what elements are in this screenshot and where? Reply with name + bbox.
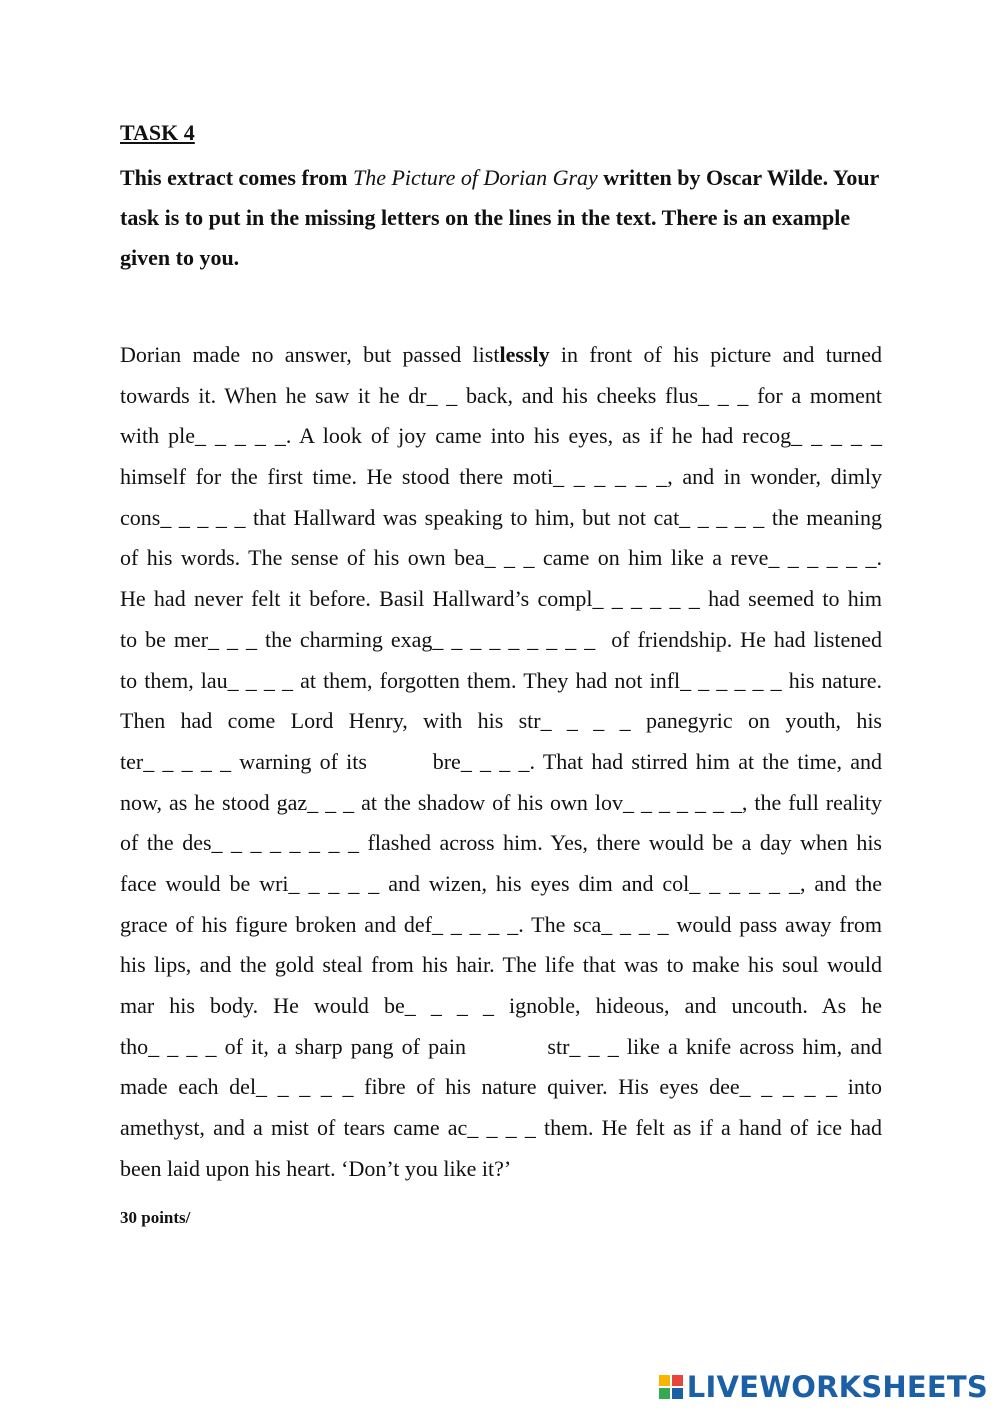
liveworksheets-logo-icon xyxy=(659,1375,683,1399)
example-suffix: in front of his picture and turned xyxy=(549,342,882,367)
points-label: 30 points/ xyxy=(120,1208,191,1227)
passage-line: ter_ _ _ _ _ warning of its bre_ _ _ _. That had stirred him at the time, and xyxy=(120,748,882,774)
passage-line: made each del_ _ _ _ _ fibre of his nature quiver. His eyes dee_ _ _ _ _ into xyxy=(120,1074,882,1100)
passage-line: himself for the first time. He stood there moti_ _ _ _ _ _, and in wonder, dimly xyxy=(120,464,882,490)
passage-line: to be mer_ _ _ the charming exag_ _ _ _ _ _ _ _ _ of friendship. He had listened xyxy=(120,626,882,652)
passage-line: tho_ _ _ _ of it, a sharp pang of pain str_ _ _ like a knife across him, and xyxy=(120,1033,882,1059)
liveworksheets-logo xyxy=(659,1370,988,1404)
instructions-rest: written by Oscar Wilde. Your task is to put in the missing letters on the lines in the text. There is an example given to you. xyxy=(120,165,879,270)
passage-line: his lips, and the gold steal from his hair. The life that was to make his soul would xyxy=(120,952,882,978)
passage-line xyxy=(120,335,882,376)
passage-line: cons_ _ _ _ _ that Hallward was speaking to him, but not cat_ _ _ _ _ the meaning xyxy=(120,504,882,530)
passage-line: with ple_ _ _ _ _. A look of joy came into his eyes, as if he had recog_ _ _ _ _ xyxy=(120,423,882,449)
passage-line: mar his body. He would be_ _ _ _ ignoble, hideous, and uncouth. As he xyxy=(120,993,882,1018)
passage-line: amethyst, and a mist of tears came ac_ _ _ _ them. He felt as if a hand of ice had xyxy=(120,1115,882,1141)
passage xyxy=(120,335,882,1189)
passage-line: of the des_ _ _ _ _ _ _ _ flashed across him. Yes, there would be a day when his xyxy=(120,830,882,856)
example-answer: lessly xyxy=(499,342,550,367)
passage-line: been laid upon his heart. ‘Don’t you like it?’ xyxy=(120,1155,512,1181)
passage-line: towards it. When he saw it he dr_ _ back, and his cheeks flus_ _ _ for a moment xyxy=(120,382,882,408)
passage-line: of his words. The sense of his own bea_ _ _ came on him like a reve_ _ _ _ _ _. xyxy=(120,545,882,571)
passage-line: now, as he stood gaz_ _ _ at the shadow of his own lov_ _ _ _ _ _ _, the full reality xyxy=(120,789,882,815)
example-prefix: Dorian made no answer, but passed list xyxy=(120,342,500,367)
instructions-intro: This extract comes from xyxy=(120,165,353,190)
passage-line: Then had come Lord Henry, with his str_ _ _ _ panegyric on youth, his xyxy=(120,708,882,734)
passage-line: He had never felt it before. Basil Hallward’s compl_ _ _ _ _ _ had seemed to him xyxy=(120,586,882,612)
passage-line: grace of his figure broken and def_ _ _ _ _. The sca_ _ _ _ would pass away from xyxy=(120,911,882,937)
task-title: TASK 4 xyxy=(120,120,195,145)
passage-line: face would be wri_ _ _ _ _ and wizen, his eyes dim and col_ _ _ _ _ _, and the xyxy=(120,870,882,896)
task-instructions xyxy=(120,158,890,278)
passage-line: to them, lau_ _ _ _ at them, forgotten them. They had not infl_ _ _ _ _ _ his nature. xyxy=(120,667,882,693)
logo-text: LIVEWORKSHEETS xyxy=(686,1370,988,1404)
book-title: The Picture of Dorian Gray xyxy=(352,165,598,190)
